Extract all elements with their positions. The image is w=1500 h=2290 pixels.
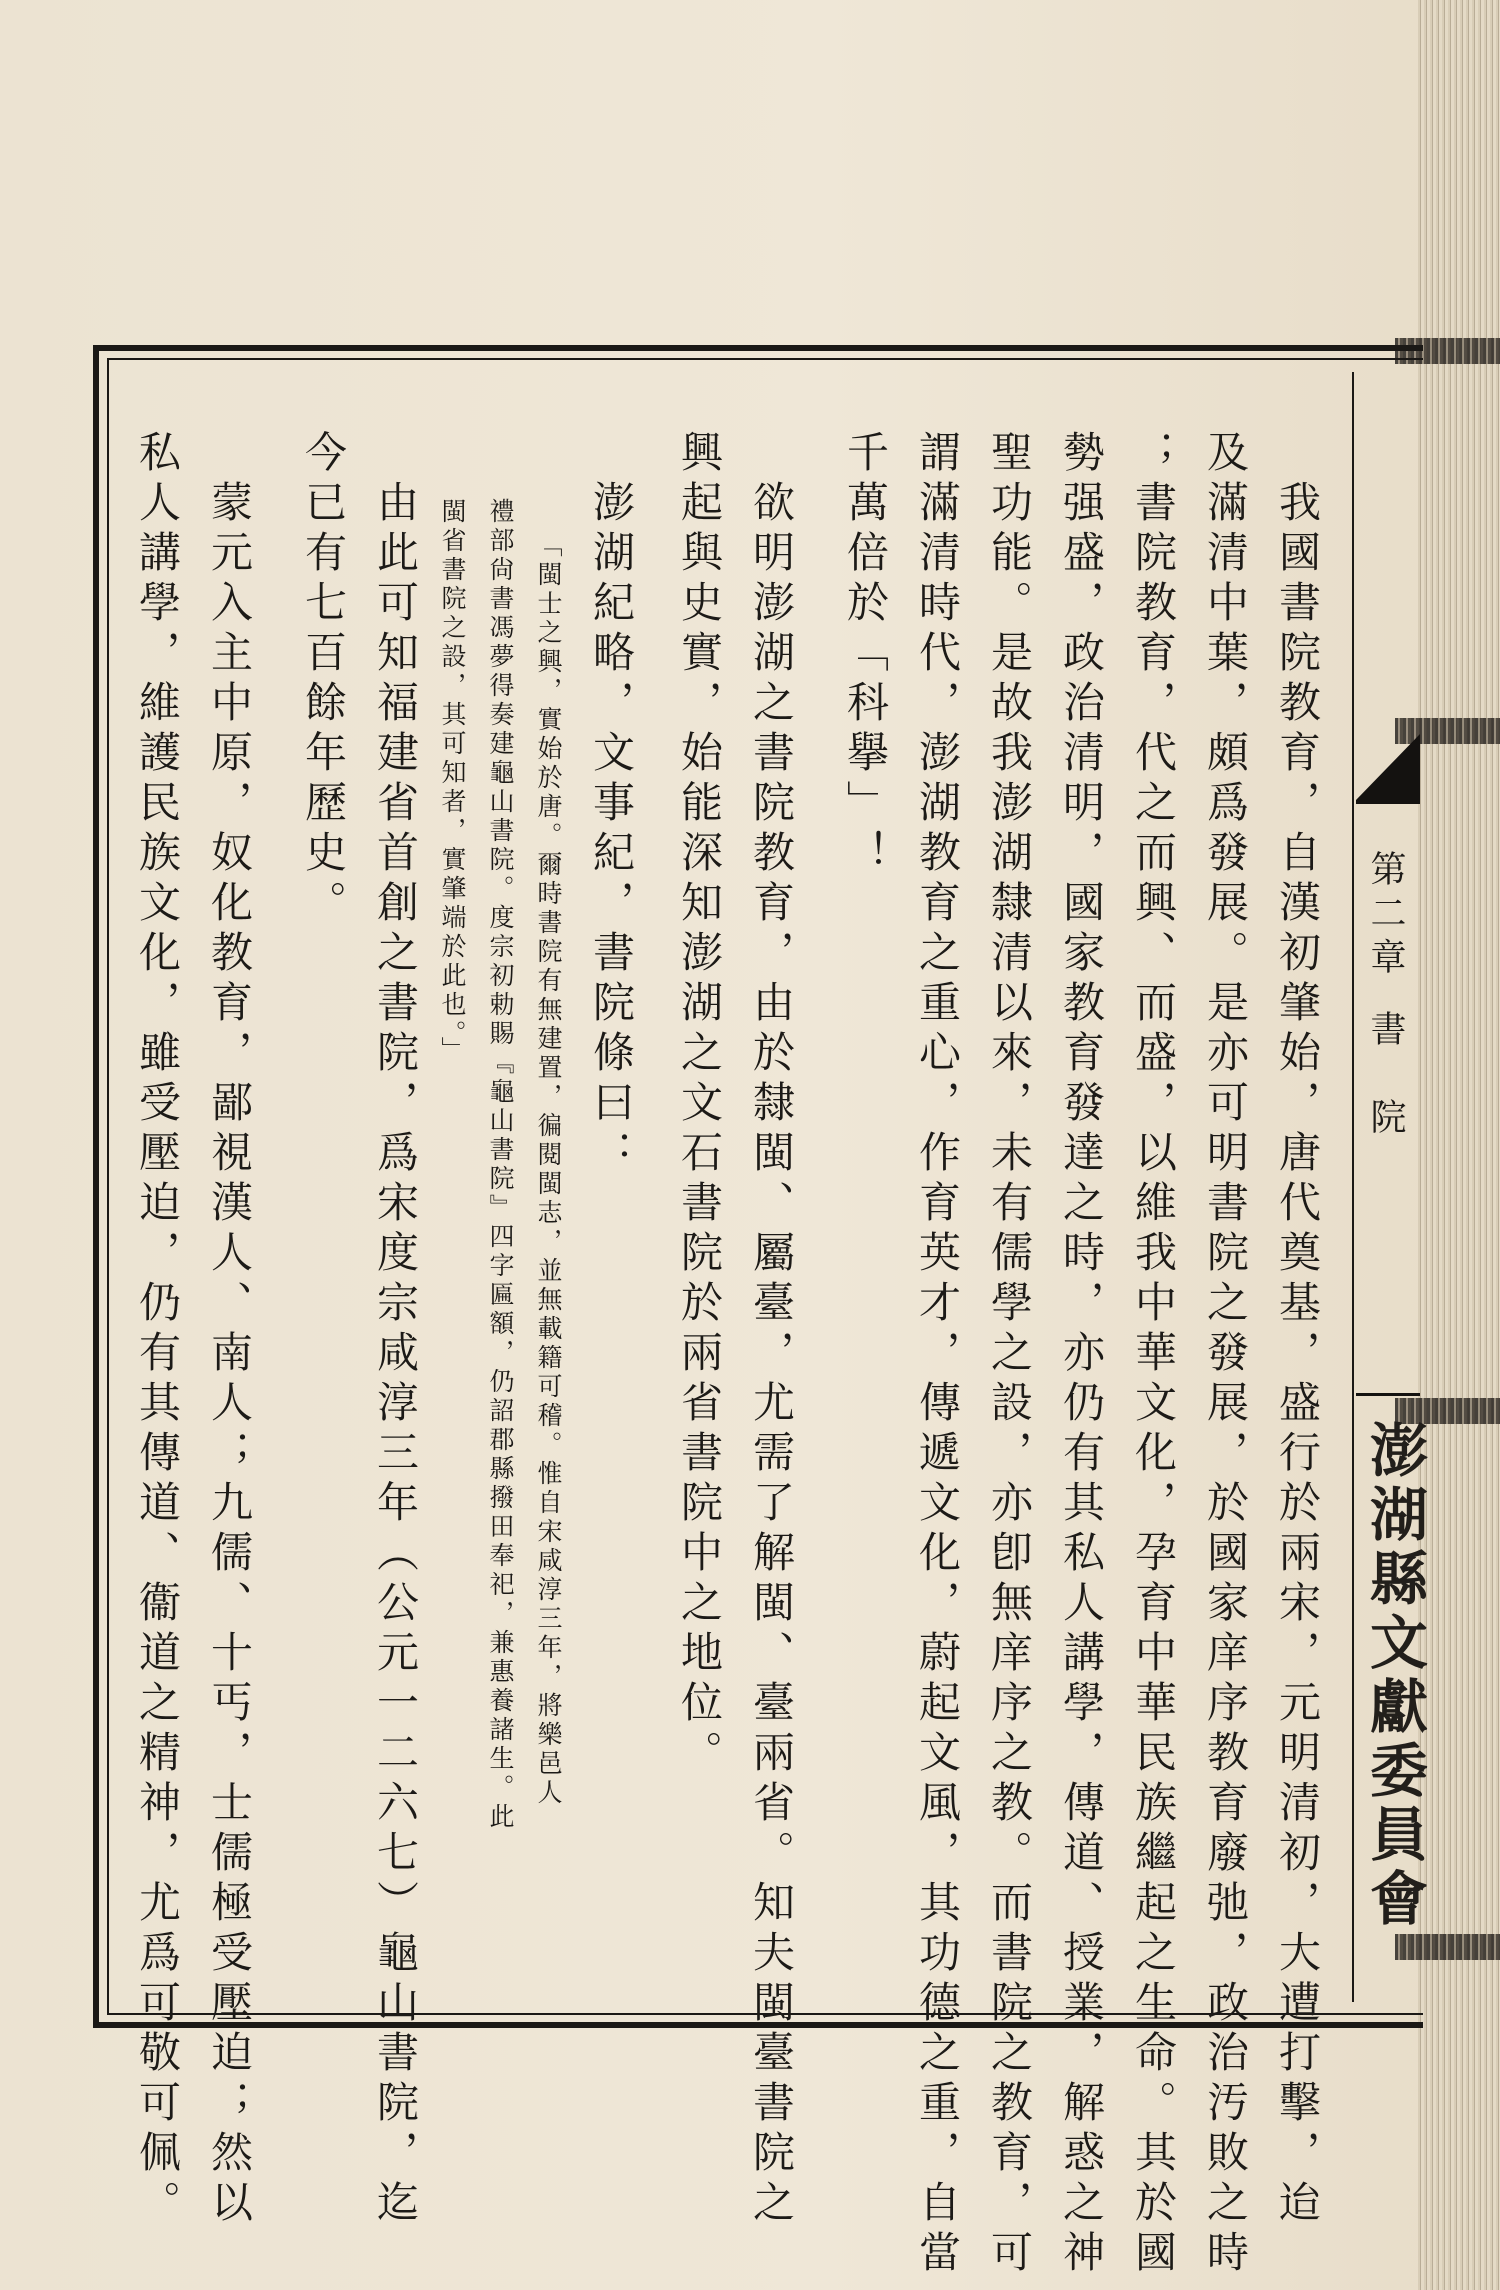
text-column: 蒙元入主中原，奴化教育，鄙視漢人、南人；九儒、十丐，士儒極受壓迫；然以 [205,480,254,2230]
text-column: 興起與史實，始能深知澎湖之文石書院於兩省書院中之地位。 [675,430,724,1780]
text-column: 私人講學，維護民族文化，雖受壓迫，仍有其傳道、衞道之精神，尤爲可敬可佩。 [133,430,182,2230]
text-column: ；書院教育，代之而興、而盛，以維我中華文化，孕育中華民族繼起之生命。其於國 [1129,430,1178,2280]
text-column: 勢强盛，政治清明，國家教育發達之時，亦仍有其私人講學，傳道、授業，解惑之神 [1057,430,1106,2280]
publisher-name: 澎湖縣文獻委員會 [1360,1420,1428,1932]
chapter-heading [1360,850,1411,1142]
chapter-title: 書 院 [1365,1010,1406,1142]
text-column: 千萬倍於「科擧」！ [841,430,890,880]
header-rule [1356,800,1420,804]
chapter-number: 第二章 [1365,850,1406,982]
text-column: 澎湖紀略，文事紀，書院條曰： [587,480,636,1180]
text-column: 由此可知福建省首創之書院，爲宋度宗咸淳三年（公元一二六七）龜山書院，迄 [371,480,420,2230]
quote-line: 閩省書院之設，其可知者，實肇端於此也。」 [438,498,467,1066]
quote-line: 禮部尙書馮夢得奏建龜山書院。度宗初勅賜『龜山書院』四字匾額，仍詔郡縣撥田奉祀，兼惠養諸生。此 [486,498,515,1832]
text-column: 欲明澎湖之書院教育，由於隸閩、屬臺，尤需了解閩、臺兩省。知夫閩臺書院之 [747,480,796,2230]
text-column: 謂滿清時代，澎湖教育之重心，作育英才，傳遞文化，蔚起文風，其功德之重，自當 [913,430,962,2280]
text-column: 聖功能。是故我澎湖隸清以來，未有儒學之設，亦卽無庠序之教。而書院之教育，可 [985,430,1034,2280]
text-column: 及滿清中葉，頗爲發展。是亦可明書院之發展，於國家庠序教育廢弛，政治汚敗之時 [1201,430,1250,2280]
text-column: 今已有七百餘年歷史。 [299,430,348,930]
quote-line: 「閩士之興，實始於唐。爾時書院有無建置，徧閱閩志，並無載籍可稽。惟自宋咸淳三年，將樂邑人 [534,532,563,1808]
header-rule [1356,1393,1420,1396]
text-column: 我國書院教育，自漢初肇始，唐代奠基，盛行於兩宋，元明清初，大遭打擊，迨 [1273,480,1322,2230]
